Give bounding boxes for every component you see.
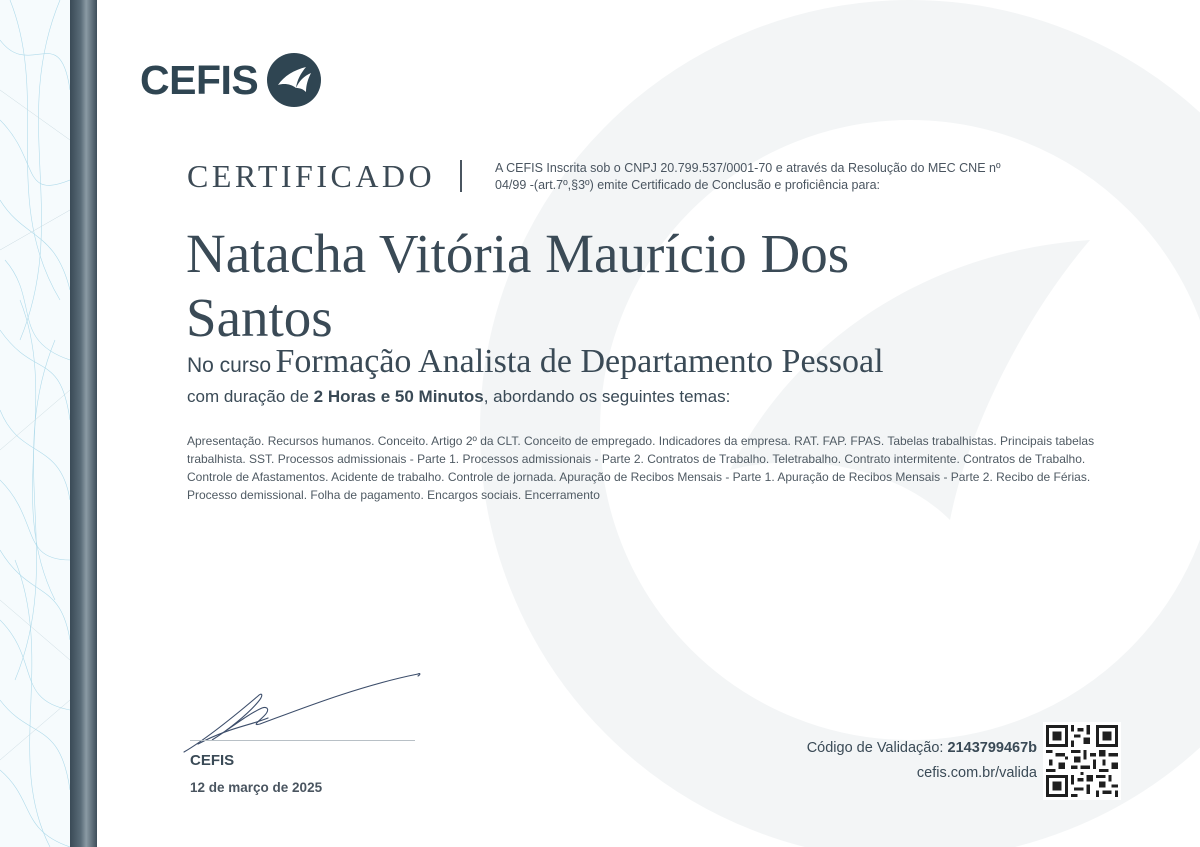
course-prefix: No curso — [187, 354, 272, 377]
title-divider — [460, 160, 462, 192]
issue-date: 12 de março de 2025 — [190, 780, 323, 795]
issuer-statement: A CEFIS Inscrita sob o CNPJ 20.799.537/0001-70 e através da Resolução do MEC CNE nº 04/99 -(art.7º,§3º) emite Certificado de Conclusão e proficiência para: — [495, 161, 1001, 192]
recipient-name: Natacha Vitória Maurício Dos Santos — [186, 223, 850, 348]
course-topics: Apresentação. Recursos humanos. Conceito. Artigo 2º da CLT. Conceito de empregado. Indicadores da empresa. RAT. FAP. FPAS. Tabelas trabalhistas. Principais tabelas trabalhista. SST. Processos admissionais - Parte 1. Processos admissionais - Parte 2. Contratos de Trabalho. Teletrabalho. Contrato intermitente. Contratos de Trabalho. Controle de Afastamentos. Acidente de trabalho. Controle de jornada. Apuração de Recibos Mensais - Parte 1. Apuração de Recibos Mensais - Parte 2. Recibo de Férias. Processo demissional. Folha de pagamento. Encargos sociais. Encerramento — [187, 434, 1095, 502]
signature-line — [190, 740, 415, 741]
signature-image — [178, 668, 428, 760]
certificate-title: CERTIFICADO — [187, 158, 436, 194]
validation-label: Código de Validação: — [806, 740, 944, 756]
watermark-logo — [470, 0, 1200, 847]
course-line — [187, 343, 884, 381]
validation-url[interactable]: cefis.com.br/valida — [916, 765, 1037, 781]
duration-value: 2 Horas e 50 Minutos — [313, 387, 484, 406]
qr-code — [1043, 722, 1121, 800]
logo-text: CEFIS — [140, 56, 259, 103]
signer-name: CEFIS — [190, 752, 235, 769]
duration-suffix: , abordando os seguintes temas: — [483, 387, 731, 406]
logo-emblem-icon — [266, 52, 322, 108]
decorative-line-pattern — [0, 0, 70, 847]
course-name: Formação Analista de Departamento Pessoal — [275, 343, 884, 380]
duration-prefix: com duração de — [187, 387, 309, 406]
validation-block — [807, 740, 1037, 781]
validation-code: 2143799467b — [947, 740, 1037, 756]
validation-code-row — [807, 740, 1037, 756]
duration-line — [187, 387, 730, 407]
side-bar — [70, 0, 97, 847]
brand-logo — [140, 52, 322, 108]
